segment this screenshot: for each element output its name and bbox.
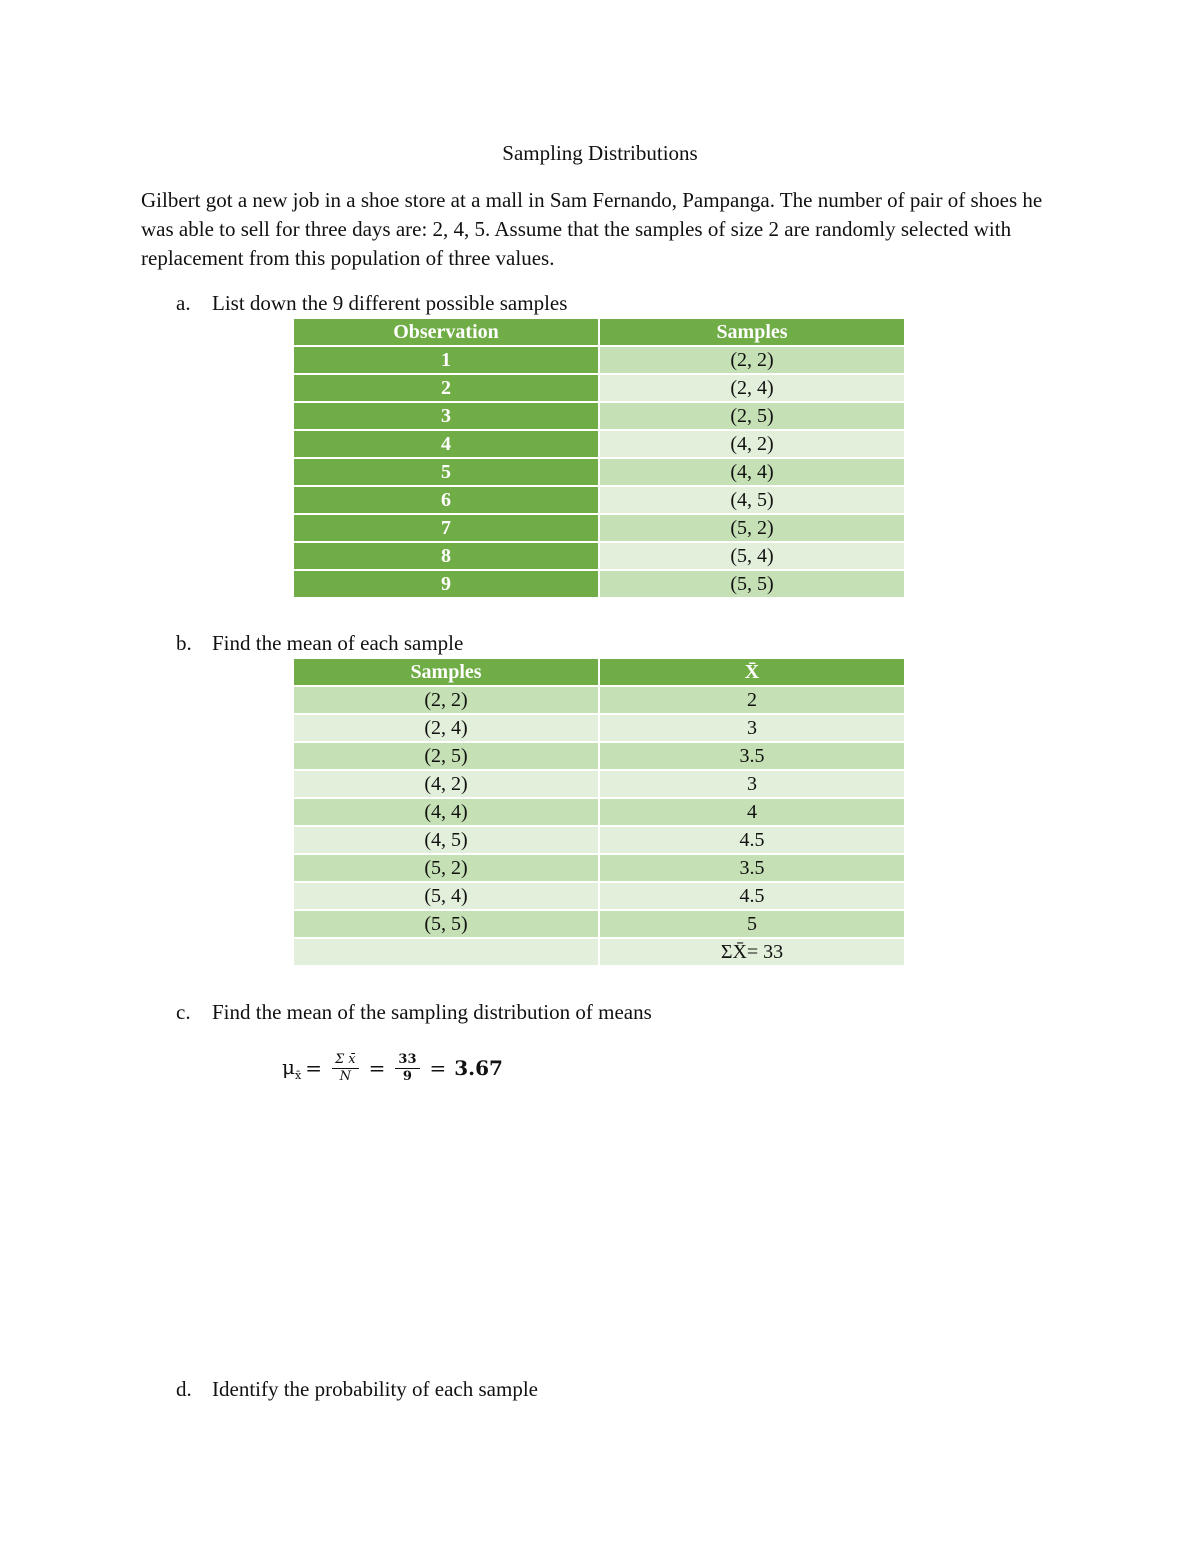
table-row [294, 714, 904, 742]
item-b [176, 631, 463, 656]
fraction-denominator-symbolic: N [339, 1068, 351, 1084]
table-row-col1: (4, 2) [294, 770, 599, 798]
table-row-col2: 3.5 [599, 854, 904, 882]
header-observation: Observation [294, 319, 599, 346]
fraction-numerator-symbolic: Σ x̄ [332, 1052, 359, 1069]
table-row-col2: (2, 5) [599, 402, 904, 430]
header-xbar: X̄ [599, 659, 904, 686]
table-row-col1: (5, 4) [294, 882, 599, 910]
item-a-text: List down the 9 different possible samples [212, 291, 568, 315]
table-row-col1: (5, 5) [294, 910, 599, 938]
table-row-col1: 4 [294, 430, 599, 458]
table-row-col2: (5, 5) [599, 570, 904, 598]
item-b-letter: b. [176, 631, 192, 655]
item-c-text: Find the mean of the sampling distribution of means [212, 1000, 652, 1024]
table-row [294, 826, 904, 854]
item-d-letter: d. [176, 1377, 192, 1401]
table-row-col2: 4.5 [599, 826, 904, 854]
header-samples: Samples [599, 319, 904, 346]
table-row-col2: (5, 2) [599, 514, 904, 542]
table-row [294, 570, 904, 598]
mu-subscript: x̄ [295, 1068, 302, 1082]
fraction-numerator-numeric: 33 [395, 1052, 419, 1069]
table-row [294, 402, 904, 430]
table-row [294, 798, 904, 826]
fraction-numeric [395, 1052, 419, 1085]
table-row-col1: 8 [294, 542, 599, 570]
table-row-col2: (2, 2) [599, 346, 904, 374]
table-row-col1: (2, 5) [294, 742, 599, 770]
table-row-col1: 7 [294, 514, 599, 542]
table-row-col2: (4, 4) [599, 458, 904, 486]
mu-letter: μ [282, 1054, 295, 1079]
table-row [294, 430, 904, 458]
equals-3: = [429, 1056, 447, 1080]
table-row [294, 514, 904, 542]
table-row-col1: (5, 2) [294, 854, 599, 882]
possible-samples-table [294, 319, 904, 599]
equals-1: = [305, 1056, 322, 1080]
table-row-col2: (5, 4) [599, 542, 904, 570]
sample-means-body [294, 686, 904, 938]
possible-samples-body [294, 346, 904, 598]
table-row-col1: 9 [294, 570, 599, 598]
item-a [176, 291, 567, 316]
table-row-col2: 5 [599, 910, 904, 938]
table-row-col2: 2 [599, 686, 904, 714]
table-row [294, 742, 904, 770]
table-row [294, 686, 904, 714]
table-row [294, 910, 904, 938]
total-label-cell [294, 938, 599, 966]
table-row-col1: 5 [294, 458, 599, 486]
table-row [294, 374, 904, 402]
item-d [176, 1377, 538, 1402]
item-c [176, 1000, 652, 1025]
table-row-col2: (4, 5) [599, 486, 904, 514]
fraction-symbolic [332, 1052, 359, 1085]
formula-result: 3.67 [454, 1056, 503, 1080]
table-row-col2: (4, 2) [599, 430, 904, 458]
table-row [294, 542, 904, 570]
item-a-letter: a. [176, 291, 191, 315]
table-row-col2: 3.5 [599, 742, 904, 770]
table-row-col1: 3 [294, 402, 599, 430]
table-row-col1: 6 [294, 486, 599, 514]
table-row-col1: 1 [294, 346, 599, 374]
table-row-col2: 3 [599, 770, 904, 798]
table-row-col2: (2, 4) [599, 374, 904, 402]
table-row [294, 346, 904, 374]
mean-formula [282, 1046, 503, 1090]
table-row [294, 854, 904, 882]
header-samples: Samples [294, 659, 599, 686]
table-row-col1: (2, 2) [294, 686, 599, 714]
page-title: Sampling Distributions [502, 141, 698, 165]
item-c-letter: c. [176, 1000, 191, 1024]
table-row [294, 882, 904, 910]
item-d-text: Identify the probability of each sample [212, 1377, 538, 1401]
table-row-col2: 4 [599, 798, 904, 826]
equals-2: = [368, 1056, 386, 1080]
table-row [294, 486, 904, 514]
table-row [294, 770, 904, 798]
table-row-col1: (4, 4) [294, 798, 599, 826]
table-row-col1: (4, 5) [294, 826, 599, 854]
mu-symbol [282, 1055, 301, 1082]
table-row-col1: 2 [294, 374, 599, 402]
table-row-col2: 3 [599, 714, 904, 742]
item-b-text: Find the mean of each sample [212, 631, 464, 655]
fraction-denominator-numeric: 9 [402, 1068, 412, 1084]
sample-means-table [294, 659, 904, 967]
table-row [294, 458, 904, 486]
sum-of-means: ΣX̄= 33 [599, 938, 904, 966]
table-row-col2: 4.5 [599, 882, 904, 910]
problem-statement: Gilbert got a new job in a shoe store at a mall in Sam Fernando, Pampanga. The number of pair of shoes he was able to sell for three days are: 2, 4, 5. Assume that the samples of size 2 are randomly selected with replacement from this population of three values. [141, 188, 1043, 270]
table-row-col1: (2, 4) [294, 714, 599, 742]
